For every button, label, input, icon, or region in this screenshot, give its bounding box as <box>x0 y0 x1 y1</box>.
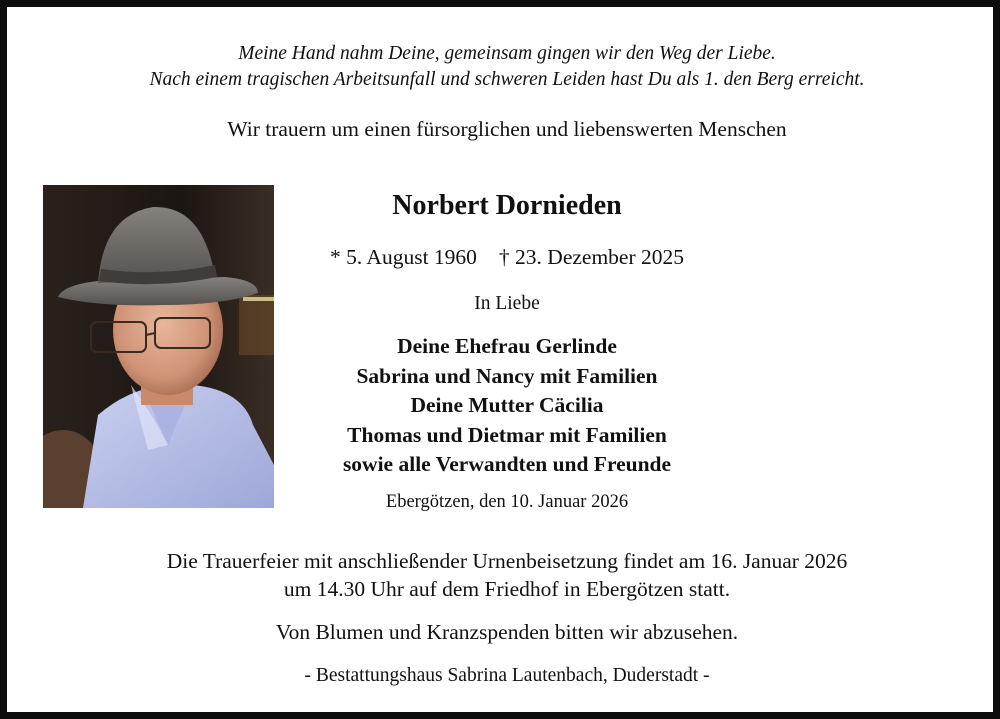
poem-line-2: Nach einem tragischen Arbeitsunfall und schweren Leiden hast Du als 1. den Berg erreicht. <box>149 69 865 90</box>
in-love-label: In Liebe <box>474 293 540 314</box>
mourner-line: sowie alle Verwandten und Freunde <box>342 452 672 476</box>
mourner-line: Deine Ehefrau Gerlinde <box>397 334 617 358</box>
portrait-photo <box>43 185 274 508</box>
intro-text: Wir trauern um einen fürsorglichen und liebenswerten Menschen <box>227 117 787 141</box>
death-date: † 23. Dezember 2025 <box>498 245 685 269</box>
mourner-line: Sabrina und Nancy mit Familien <box>356 363 658 388</box>
mourner-line: Thomas und Dietmar mit Familien <box>347 422 667 447</box>
poem-line-1: Meine Hand nahm Deine, gemeinsam gingen wir den Weg der Liebe. <box>238 43 776 64</box>
place-date: Ebergötzen, den 10. Januar 2026 <box>385 492 629 512</box>
service-line-1: Die Trauerfeier mit anschließender Urnenbeisetzung findet am 16. Januar 2026 <box>166 549 848 573</box>
undertaker-note: - Bestattungshaus Sabrina Lautenbach, Duderstadt - <box>304 665 710 686</box>
mourner-line: Deine Mutter Cäcilia <box>410 393 604 417</box>
life-dates <box>257 245 757 270</box>
service-line-2: um 14.30 Uhr auf dem Friedhof in Ebergötzen statt. <box>283 577 731 601</box>
deceased-name: Norbert Dornieden <box>392 190 622 221</box>
flowers-note: Von Blumen und Kranzspenden bitten wir abzusehen. <box>275 620 739 644</box>
mourners-list <box>257 332 757 480</box>
birth-date: * 5. August 1960 <box>329 245 477 269</box>
